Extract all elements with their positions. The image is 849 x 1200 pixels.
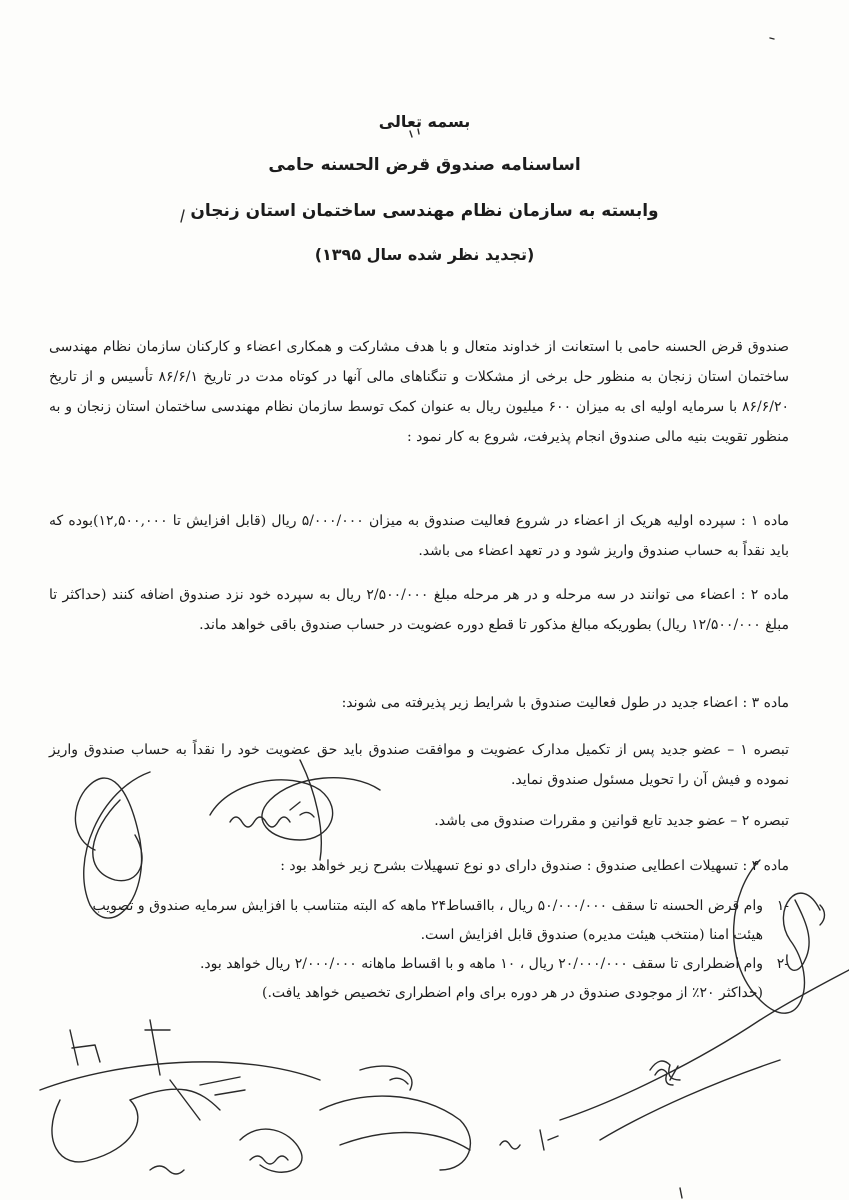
signature xyxy=(500,1141,520,1149)
signature xyxy=(52,1100,138,1162)
basmala-heading: بسمه تعالی xyxy=(378,112,471,131)
signature xyxy=(145,1020,170,1075)
facilities-list xyxy=(79,892,789,1008)
article-3: ماده ۳ : اعضاء جدید در طول فعالیت صندوق با شرایط زیر پذیرفته می شوند: xyxy=(341,695,789,711)
signature xyxy=(340,1133,470,1151)
facility-note: (حداکثر ۲۰٪ از موجودی صندوق در هر دوره برای وام اضطراری تخصیص خواهد یافت.) xyxy=(262,985,763,1001)
signature xyxy=(200,1077,245,1095)
signature xyxy=(250,1156,288,1164)
signature xyxy=(650,1061,680,1080)
signature xyxy=(130,1080,220,1120)
affiliation-heading: وابسته به سازمان نظام مهندسی ساختمان استان زنجان xyxy=(190,201,659,221)
signature xyxy=(600,1060,780,1140)
signature xyxy=(240,1129,302,1172)
signature xyxy=(540,1130,558,1150)
note-2: تبصره ۲ – عضو جدید تابع قوانین و مقررات صندوق می باشد. xyxy=(434,813,789,829)
signature xyxy=(320,1096,470,1170)
stray-mark xyxy=(770,38,774,39)
intro-paragraph: صندوق قرض الحسنه حامی با استعانت از خداوند متعال و با هدف مشارکت و همکاری اعضاء و کارکنان سازمان نظام مهندسی ساختمان استان زنجان به منظور حل برخی از مشکلات و تنگناهای مالی آنها در کوتاه مدت در تاریخ ۸۶/۶/۱ تأسیس و از تاریخ ۸۶/۶/۲۰ با سرمایه اولیه ای به میزان ۶۰۰ میلیون ریال به عنوان کمک توسط سازمان نظام مهندسی ساختمان استان زنجان و به منظور تقویت بنیه مالی صندوق انجام پذیرفت، شروع به کار نمود : xyxy=(49,339,790,445)
signature xyxy=(820,905,825,925)
signature xyxy=(787,900,809,970)
article-4: ماده ۴ : تسهیلات اعطایی صندوق : صندوق دارای دو نوع تسهیلات بشرح زیر خواهد بود : xyxy=(280,858,789,874)
signature xyxy=(360,1066,412,1090)
signature xyxy=(70,1030,100,1065)
list-item-text: وام اضطراری تا سقف ۲۰/۰۰۰/۰۰۰ ریال ، ۱۰ ماهه و با اقساط ماهانه ۲/۰۰۰/۰۰۰ ریال خواهد بود. xyxy=(199,956,763,972)
signature xyxy=(150,1166,184,1174)
note-1: تبصره ۱ – عضو جدید پس از تکمیل مدارک عضویت و موافقت صندوق باید حق عضویت خود را نقداً به حساب صندوق واریز نموده و فیش آن را تحویل مسئول صندوق نماید. xyxy=(49,742,789,788)
article-2: ماده ۲ : اعضاء می توانند در سه مرحله و در هر مرحله مبلغ ۲/۵۰۰/۰۰۰ ریال به سپرده خود نزد صندوق اضافه کنند (حداکثر تا مبلغ ۱۲/۵۰۰/۰۰۰ ریال) بطوریکه مبالغ مذکور تا قطع دوره عضویت در حساب صندوق باقی خواهد ماند. xyxy=(49,587,789,633)
list-item-number: -۲ xyxy=(776,956,789,972)
signature xyxy=(655,1069,673,1085)
list-item-number: -۱ xyxy=(776,898,789,914)
revision-heading: (تجدید نظر شده سال ۱۳۹۵) xyxy=(314,245,535,264)
article-1: ماده ۱ : سپرده اولیه هریک از اعضاء در شروع فعالیت صندوق به میزان ۵/۰۰۰/۰۰۰ ریال (قابل افزایش تا ۱۲,۵۰۰,۰۰۰)بوده که باید نقداً به حساب صندوق واریز شود و در تعهد اعضاء می باشد. xyxy=(49,513,789,559)
signature xyxy=(680,1188,682,1198)
list-item xyxy=(79,950,789,979)
document-title: اساسنامه صندوق قرض الحسنه حامی xyxy=(268,155,581,175)
list-item-text: وام قرض الحسنه تا سقف ۵۰/۰۰۰/۰۰۰ ریال ، بااقساط۲۴ ماهه که البته متناسب با افزایش سرمایه صندوق و تصویب هیئت امنا (منتخب هیئت مدیره) صندوق قابل افزایش است. xyxy=(92,898,763,943)
list-item xyxy=(79,892,789,950)
signature xyxy=(40,1062,320,1090)
